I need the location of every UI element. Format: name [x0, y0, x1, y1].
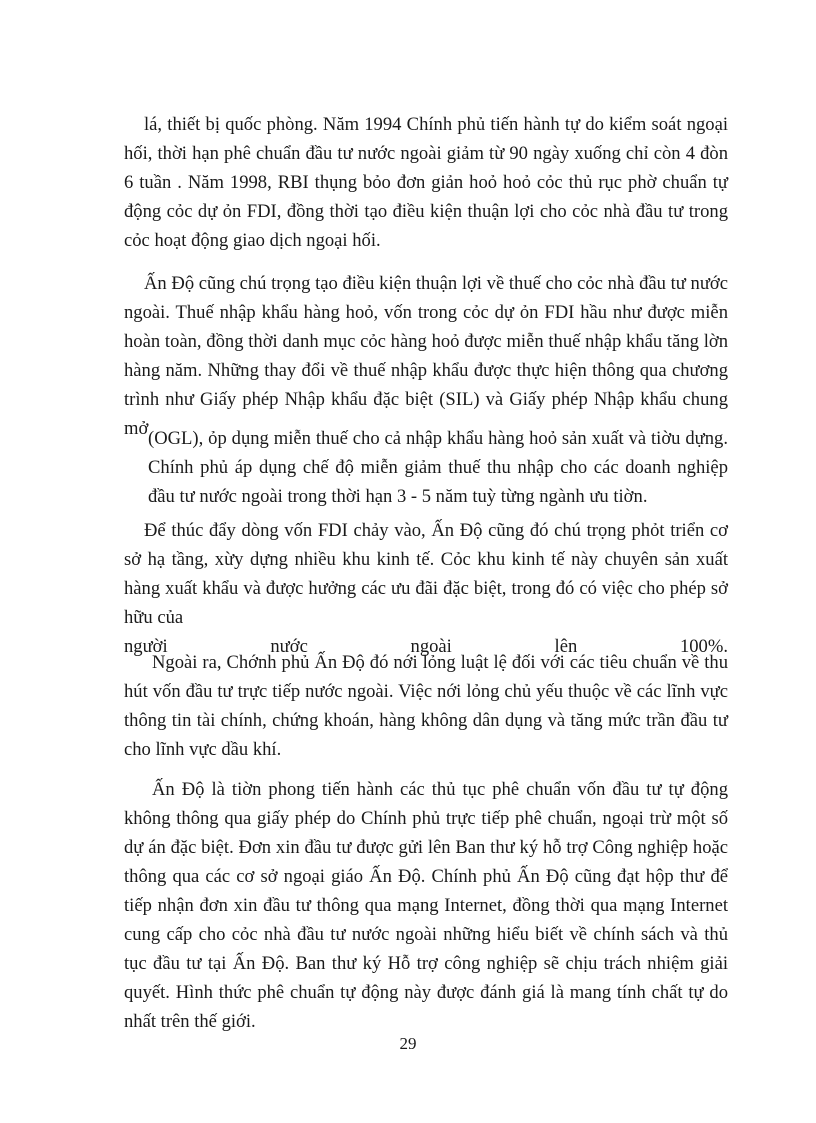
paragraph-1-block — [124, 110, 728, 255]
paragraph-1: lá, thiết bị quốc phòng. Năm 1994 Chính phủ tiến hành tự do kiểm soát ngoại hối, thời hạn phê chuẩn đầu tư nước ngoài giảm từ 90 ngày xuống chỉ còn 4 đòn 6 tuần . Năm 1998, RBI thụng bỏo đơn giản hoỏ hoỏ cỏc thủ rục phờ chuẩn tự động cỏc dự ỏn FDI, đồng thời tạo điều kiện thuận lợi cho cỏc nhà đầu tư trong cỏc hoạt động giao dịch ngoại hối. — [124, 114, 728, 251]
paragraph-4-last-line: người nước ngoài lên 100%. — [124, 636, 728, 657]
paragraph-5: Ngoài ra, Chớnh phủ Ấn Độ đó nới lỏng luật lệ đối với các tiêu chuẩn về thu hút vốn đầu tư trực tiếp nước ngoài. Việc nới lỏng chủ yếu thuộc về các lĩnh vực thông tin tài chính, chứng khoán, hàng không dân dụng và tăng mức trần đầu tư cho lĩnh vực dầu khí. — [124, 652, 728, 760]
page-number: 29 — [399, 1034, 417, 1053]
paragraph-5-block — [124, 648, 728, 764]
paragraph-6-block — [124, 775, 728, 1036]
paragraph-4: Để thúc đẩy dòng vốn FDI chảy vào, Ấn Độ cũng đó chú trọng phỏt triển cơ sở hạ tầng, xừy dựng nhiều khu kinh tế. Cỏc khu kinh tế này chuyên sản xuất hàng xuất khẩu và được hưởng các ưu đãi đặc biệt, trong đó có việc cho phép sở hữu của — [124, 520, 728, 628]
paragraph-4-block — [124, 516, 728, 661]
paragraph-3: (OGL), ỏp dụng miễn thuế cho cả nhập khẩu hàng hoỏ sản xuất và tiờu dựng. Chính phủ áp dụng chế độ miễn giảm thuế thu nhập cho các doanh nghiệp đầu tư nước ngoài trong thời hạn 3 - 5 năm tuỳ từng ngành ưu tiờn. — [148, 428, 728, 507]
paragraph-2: Ấn Độ cũng chú trọng tạo điều kiện thuận lợi về thuế cho cỏc nhà đầu tư nước ngoài. Thuế nhập khẩu hàng hoỏ, vốn trong cỏc dự ỏn FDI hầu như được miễn hoàn toàn, đồng thời danh mục cỏc hàng hoỏ được miễn thuế nhập khẩu tăng lờn hàng năm. Những thay đổi về thuế nhập khẩu được thực hiện thông qua chương trình như Giấy phép Nhập khẩu đặc biệt (SIL) và Giấy phép Nhập khẩu chung mở — [124, 273, 728, 439]
paragraph-3-block — [148, 424, 728, 511]
paragraph-2-block — [124, 269, 728, 443]
paragraph-6: Ấn Độ là tiờn phong tiến hành các thủ tục phê chuẩn vốn đầu tư tự động không thông qua giấy phép do Chính phủ trực tiếp phê chuẩn, ngoại trừ một số dự án đặc biệt. Đơn xin đầu tư được gửi lên Ban thư ký hỗ trợ Công nghiệp hoặc thông qua các cơ sở ngoại giáo Ấn Độ. Chính phủ Ấn Độ cũng đạt hộp thư để tiếp nhận đơn xin đầu tư thông qua mạng Internet, đồng thời qua mạng Internet cung cấp cho cỏc nhà đầu tư nước ngoài những hiểu biết về chính sách và thủ tục đầu tư tại Ấn Độ. Ban thư ký Hỗ trợ công nghiệp sẽ chịu trách nhiệm giải quyết. Hình thức phê chuẩn tự động này được đánh giá là mang tính chất tự do nhất trên thế giới. — [124, 779, 728, 1032]
